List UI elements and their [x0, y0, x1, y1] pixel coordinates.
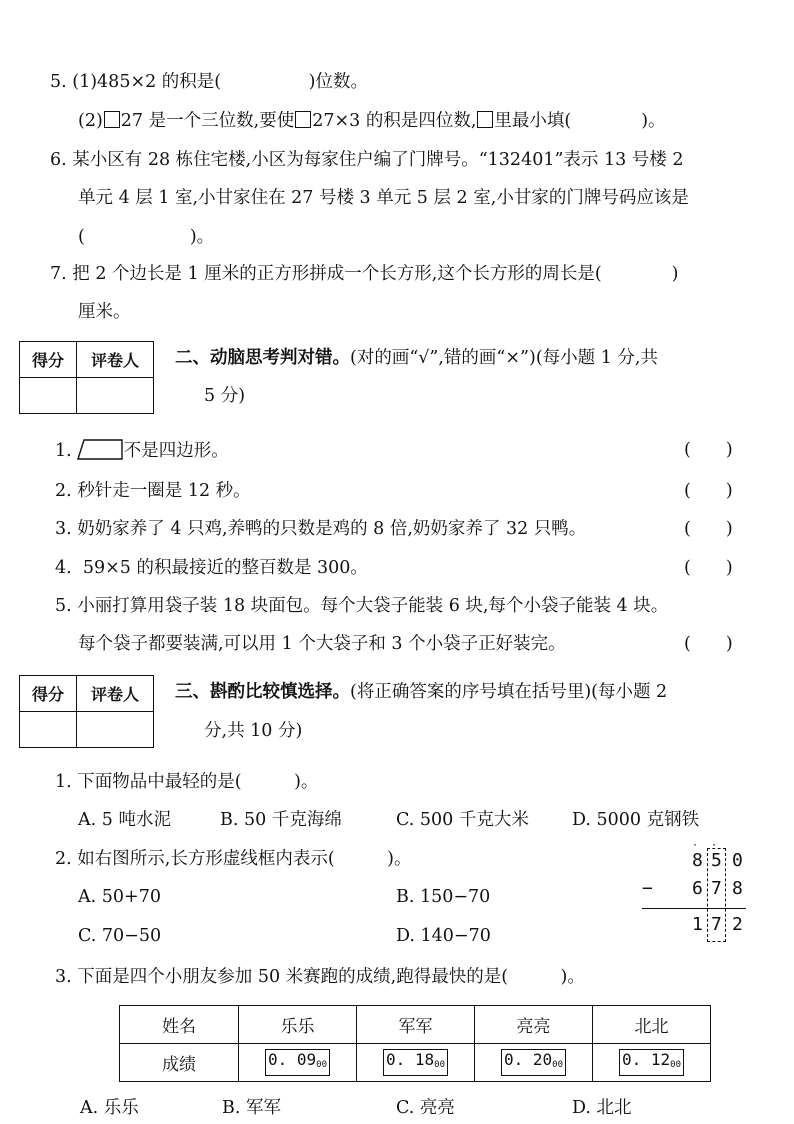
dashed-rectangle	[707, 848, 726, 942]
score-cell	[593, 1044, 711, 1082]
score-sub: 00	[670, 1060, 681, 1070]
section-3-heading	[175, 680, 667, 704]
answer-paren-5[interactable]: ( )	[684, 634, 733, 654]
blank-box-icon	[295, 111, 311, 128]
digit: 1	[692, 914, 703, 935]
q3-option-b: B. 军军	[222, 1098, 281, 1118]
judge-5-line1: 5. 小丽打算用袋子装 18 块面包。每个大袋子能装 6 块,每个小袋子能装 4 块。	[55, 596, 669, 616]
section-2-instr2: 5 分)	[204, 386, 246, 406]
header-lele: 乐乐	[239, 1006, 357, 1044]
section-2-title: 二、动脑思考判对错。	[175, 348, 350, 368]
digit: 7	[711, 914, 722, 935]
q6-line1: 6. 某小区有 28 栋住宅楼,小区为每家住户编了门牌号。“132401”表示 13 号楼 2	[50, 150, 684, 170]
trapezoid-icon	[72, 438, 124, 460]
grader-label: 评卷人	[77, 342, 154, 378]
judge-4: 4. 59×5 的积最接近的整百数是 300。	[55, 558, 368, 578]
answer-paren-4[interactable]: ( )	[684, 558, 733, 578]
score-sub: 00	[552, 1060, 563, 1070]
results-table	[119, 1005, 711, 1082]
score-cell	[20, 378, 77, 414]
judge-3: 3. 奶奶家养了 4 只鸡,养鸭的只数是鸡的 8 倍,奶奶家养了 32 只鸭。	[55, 519, 587, 539]
judge-1	[55, 438, 229, 463]
header-beibei: 北北	[593, 1006, 711, 1044]
stopwatch-display	[501, 1049, 566, 1076]
score-cell	[357, 1044, 475, 1082]
digit: 0	[732, 850, 743, 871]
choice-q1: 1. 下面物品中最轻的是( )。	[55, 772, 319, 792]
q5-2-label: (2)	[78, 111, 103, 131]
q7-line1: 7. 把 2 个边长是 1 厘米的正方形拼成一个长方形,这个长方形的周长是( )	[50, 264, 679, 284]
header-name: 姓名	[120, 1006, 239, 1044]
q5-2	[78, 109, 666, 133]
q1-option-b: B. 50 千克海绵	[220, 810, 342, 830]
grader-cell	[77, 712, 154, 748]
score-cell	[239, 1044, 357, 1082]
digit: 8	[732, 878, 743, 899]
q5-2-text-c: 里最小填( )。	[494, 111, 666, 131]
q1-option-c: C. 500 千克大米	[396, 810, 529, 830]
q5-1: 5. (1)485×2 的积是( )位数。	[50, 72, 368, 92]
answer-paren-2[interactable]: ( )	[684, 481, 733, 501]
q1-option-a: A. 5 吨水泥	[78, 810, 171, 830]
minus-sign: −	[642, 878, 653, 899]
header-junjun: 军军	[357, 1006, 475, 1044]
section-2-instr: (对的画“√”,错的画“×”)(每小题 1 分,共	[350, 348, 658, 368]
digit: 7	[711, 878, 722, 899]
q2-option-d: D. 140−70	[396, 926, 491, 946]
judge-2: 2. 秒针走一圈是 12 秒。	[55, 481, 251, 501]
score-value: 0. 12	[621, 1050, 671, 1069]
score-box	[19, 341, 154, 414]
q3-option-d: D. 北北	[572, 1098, 632, 1118]
q6-line2: 单元 4 层 1 室,小甘家住在 27 号楼 3 单元 5 层 2 室,小甘家的门牌号码应该是	[78, 188, 689, 208]
score-value: 0. 18	[385, 1050, 435, 1069]
score-value: 0. 09	[267, 1050, 317, 1069]
stopwatch-display	[383, 1049, 448, 1076]
q2-option-b: B. 150−70	[396, 887, 491, 907]
q3-option-a: A. 乐乐	[80, 1098, 139, 1118]
borrow-dot-icon: ·	[711, 840, 718, 851]
subtraction-figure	[640, 840, 750, 943]
score-cell	[20, 712, 77, 748]
score-box-3	[19, 675, 154, 748]
stopwatch-display	[619, 1049, 684, 1076]
judge-5-line2: 每个袋子都要装满,可以用 1 个大袋子和 3 个小袋子正好装完。	[78, 634, 566, 654]
section-3-title: 三、斟酌比较慎选择。	[175, 682, 350, 702]
q3-option-c: C. 亮亮	[396, 1098, 455, 1118]
sum-line	[642, 908, 746, 909]
q7-line2: 厘米。	[78, 302, 131, 322]
section-3-instr2: 分,共 10 分)	[204, 721, 303, 741]
judge-1-num: 1.	[55, 441, 72, 461]
digit: 6	[692, 878, 703, 899]
digit: 5	[711, 850, 722, 871]
grader-cell	[77, 378, 154, 414]
judge-1-text: 不是四边形。	[123, 441, 229, 461]
choice-q2: 2. 如右图所示,长方形虚线框内表示( )。	[55, 849, 412, 869]
digit: 2	[732, 914, 743, 935]
row-label-score: 成绩	[120, 1044, 239, 1082]
digit: 8	[692, 850, 703, 871]
score-value: 0. 20	[503, 1050, 553, 1069]
blank-box-icon	[477, 111, 493, 128]
q2-option-c: C. 70−50	[78, 926, 162, 946]
q6-line3: ( )。	[78, 227, 215, 247]
header-liangliang: 亮亮	[475, 1006, 593, 1044]
answer-paren-1[interactable]: ( )	[684, 440, 733, 460]
grader-label: 评卷人	[77, 676, 154, 712]
section-3-instr: (将正确答案的序号填在括号里)(每小题 2	[350, 682, 668, 702]
borrow-dot-icon: ·	[692, 840, 699, 851]
score-label: 得分	[20, 342, 77, 378]
q5-2-text-a: 27 是一个三位数,要使	[120, 111, 295, 131]
blank-box-icon	[104, 111, 120, 128]
section-2-heading	[175, 346, 658, 370]
score-label: 得分	[20, 676, 77, 712]
answer-paren-3[interactable]: ( )	[684, 519, 733, 539]
q1-option-d: D. 5000 克钢铁	[572, 810, 700, 830]
q2-option-a: A. 50+70	[78, 887, 161, 907]
q5-2-text-b: 27×3 的积是四位数,	[312, 111, 477, 131]
score-sub: 00	[434, 1060, 445, 1070]
score-cell	[475, 1044, 593, 1082]
score-sub: 00	[316, 1060, 327, 1070]
choice-q3: 3. 下面是四个小朋友参加 50 米赛跑的成绩,跑得最快的是( )。	[55, 967, 585, 987]
stopwatch-display	[265, 1049, 330, 1076]
